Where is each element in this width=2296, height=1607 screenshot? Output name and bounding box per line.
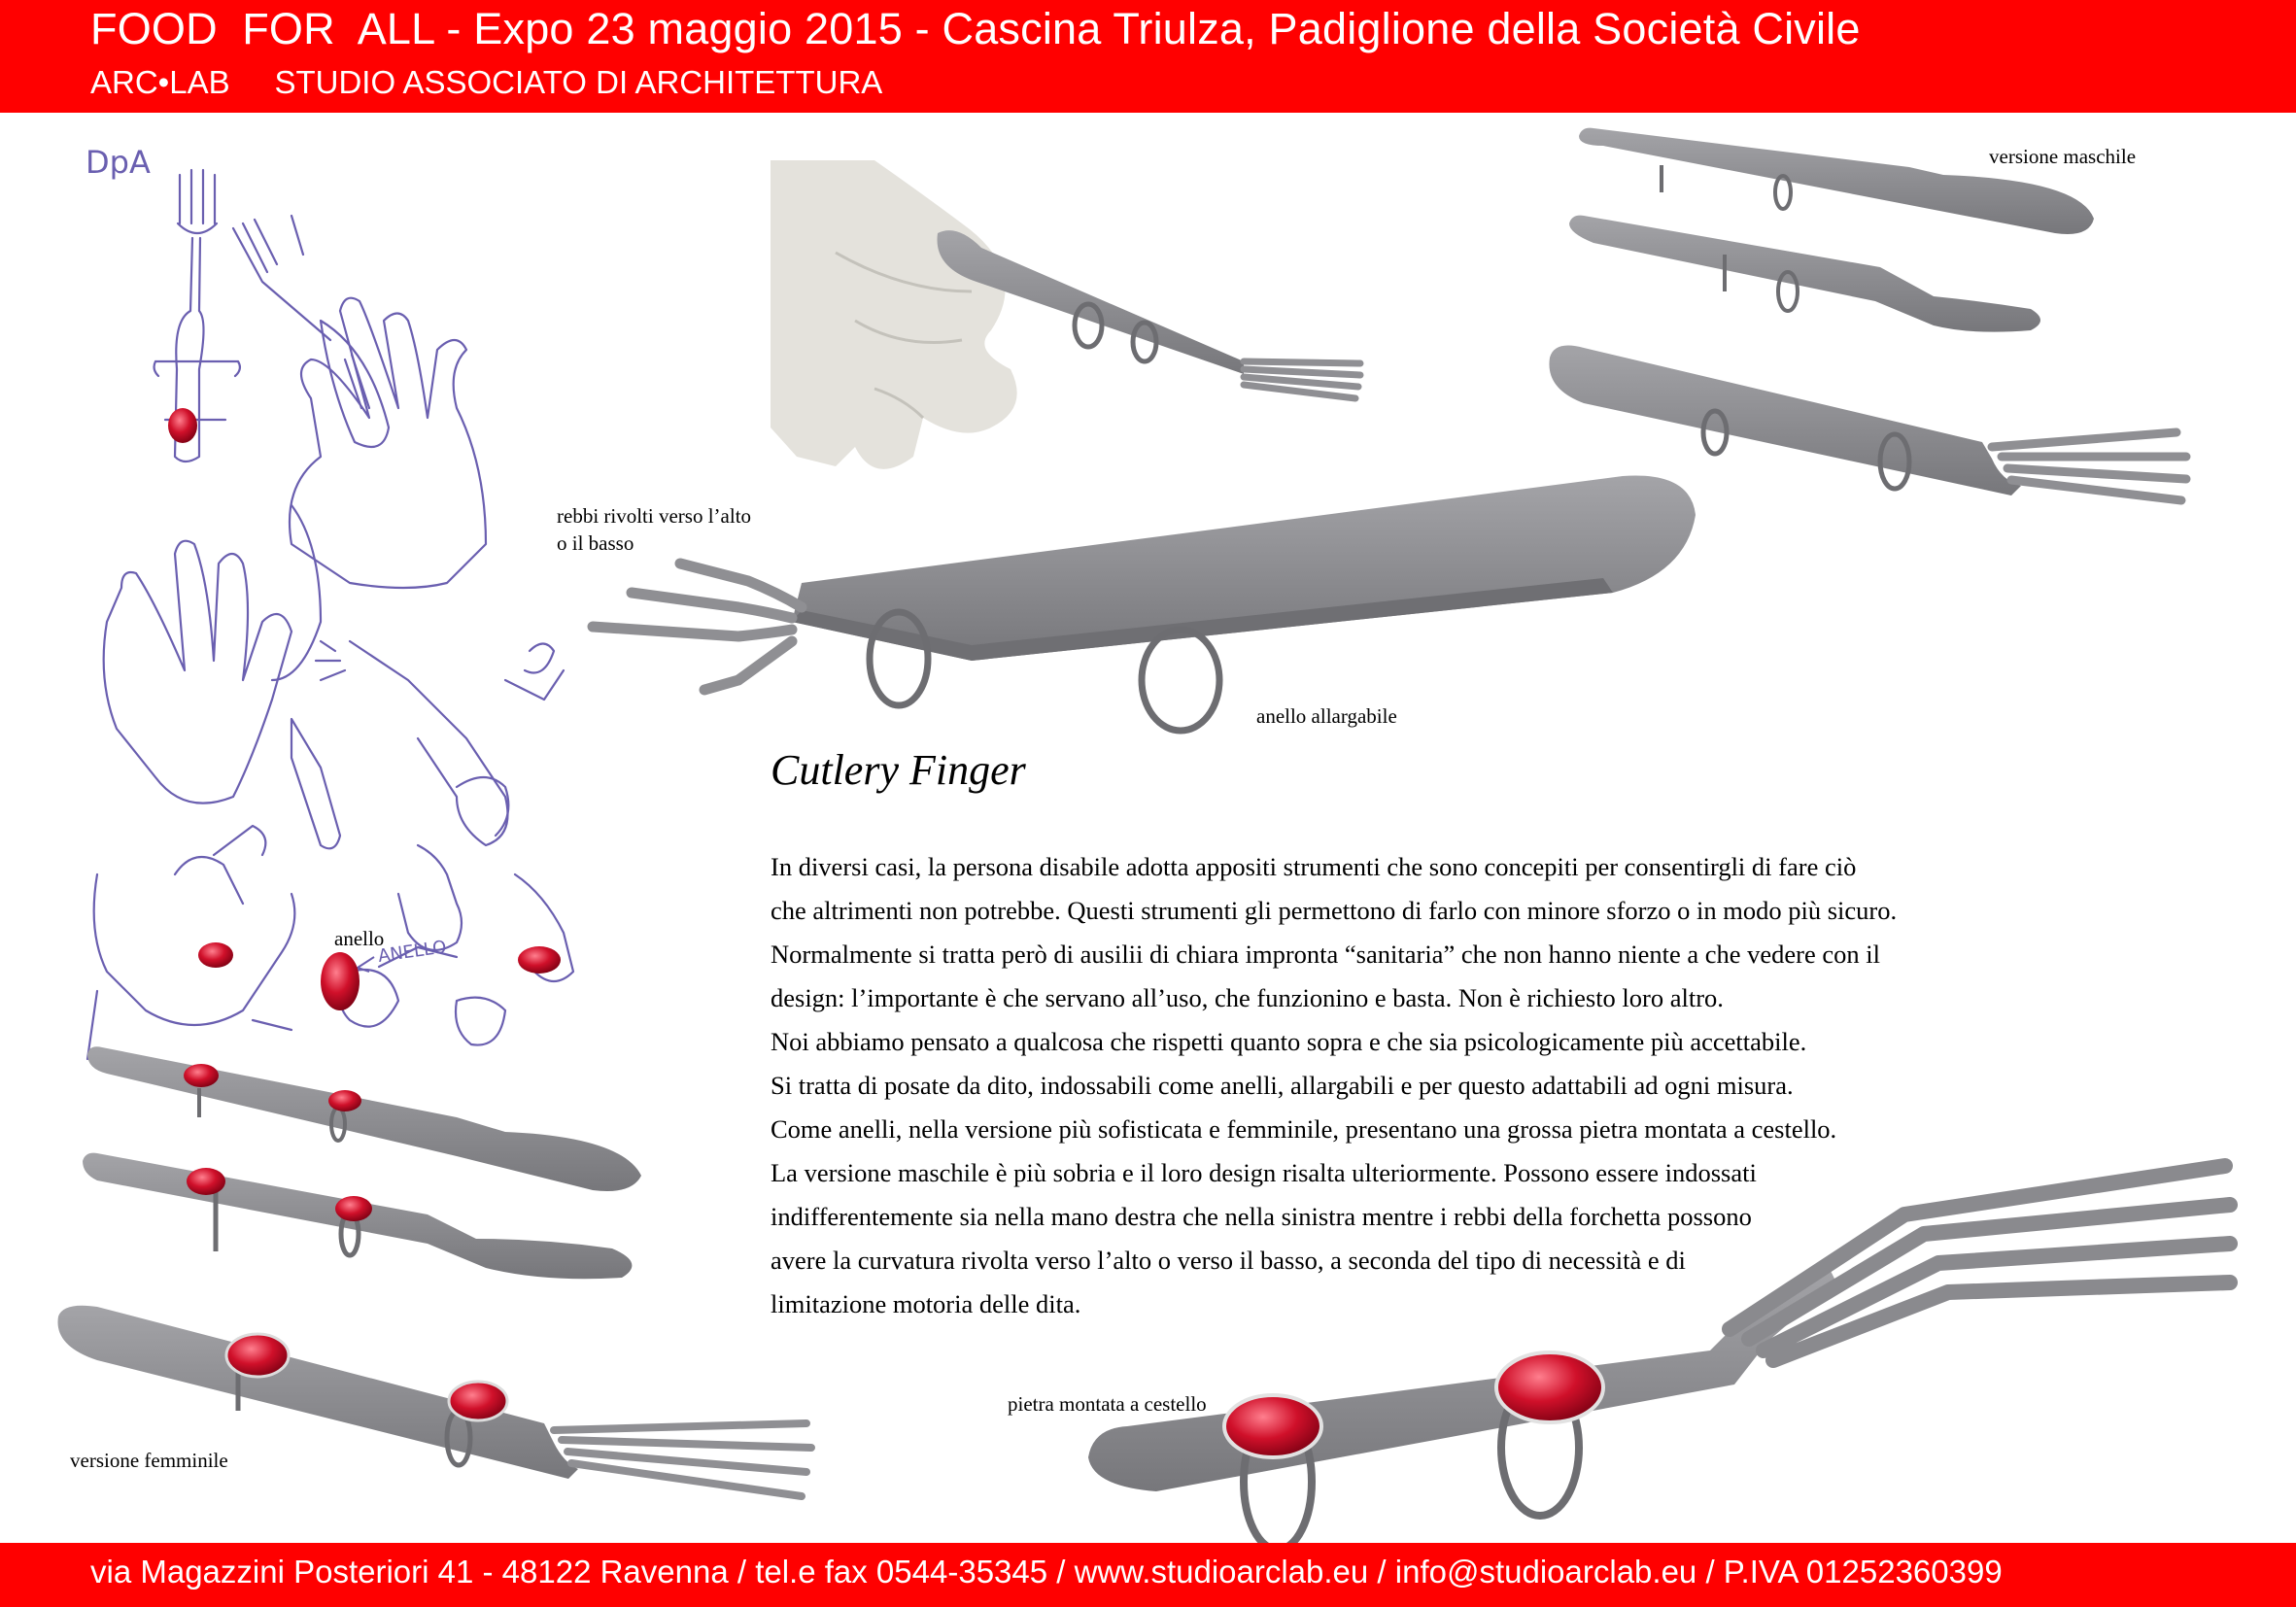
label-pietra: pietra montata a cestello [1008,1392,1207,1416]
sketch-note: ANELLO [376,937,448,967]
article-line: avere la curvatura rivolta verso l’alto o verso il basso, a seconda del tipo di necessità e di [771,1246,1686,1275]
gem-icon [328,1090,361,1111]
gem-icon [187,1168,225,1195]
article-line: Si tratta di posate da dito, indossabili come anelli, allargabili e per questo adattabili ad ogni misura. [771,1071,1794,1100]
studio-subtitle: ARC•LAB STUDIO ASSOCIATO DI ARCHITETTURA [90,64,883,100]
label-versione-maschile: versione maschile [1989,145,2137,168]
label-versione-femminile: versione femminile [70,1449,228,1472]
gem-icon [198,942,233,968]
gem-icon [1224,1395,1321,1457]
article-line: La versione maschile è più sobria e il loro design risalta ulteriormente. Possono essere indossati [771,1158,1757,1187]
footer-band [0,1543,2296,1607]
label-anello: anello [334,927,385,950]
article-line: Come anelli, nella versione più sofisticata e femminile, presentano una grossa pietra montata a cestello. [771,1114,1837,1144]
label-rebbi-line1: rebbi rivolti verso l’alto [557,504,752,528]
label-rebbi-line2: o il basso [557,531,634,555]
large-fork-icon [593,476,1696,732]
footer-contacts: via Magazzini Posteriori 41 - 48122 Ravenna / tel.e fax 0544-35345 / www.studioarclab.eu / info@studioarclab.eu / P.IVA 01252360399 [90,1554,2003,1590]
article-line: che altrimenti non potrebbe. Questi strumenti gli permettono di farlo con minore sforzo o in modo più sicuro. [771,896,1898,925]
article-line: In diversi casi, la persona disabile adotta appositi strumenti che sono concepiti per consentirgli di fare ciò [771,852,1857,881]
gem-icon [226,1334,289,1377]
gem-icon [449,1382,507,1420]
sketch-gems [168,408,561,1010]
sketch-drawings [87,170,573,1059]
gem-icon [335,1196,372,1221]
male-spoon-icon [1569,216,2040,332]
page-title: FOOD FOR ALL - Expo 23 maggio 2015 - Cascina Triulza, Padiglione della Società Civile [90,4,1861,53]
sketch-hand-2-icon [104,541,291,804]
sketch-hand-icon [290,298,486,588]
article-line: indifferentemente sia nella mano destra che nella sinistra mentre i rebbi della forchetta possono [771,1202,1752,1231]
gem-icon [168,408,197,443]
sketch-knife-icon [291,719,340,848]
gem-icon [184,1064,219,1087]
article-line: Noi abbiamo pensato a qualcosa che rispetti quanto sopra e che sia psicologicamente più accettabile. [771,1027,1807,1056]
article-heading: Cutlery Finger [771,746,1026,794]
gem-icon [1496,1352,1603,1422]
gem-icon [321,952,360,1010]
hand-render [771,160,1017,469]
article-line: design: l’importante è che servano all’uso, che funzionino e basta. Non è richiesto loro altro. [771,983,1724,1012]
sketch-fork-icon [154,170,240,462]
article-line: Normalmente si tratta però di ausilii di chiara impronta “sanitaria” che non hanno niente a che vedere con il [771,940,1880,969]
sketch-initials: DpA [86,144,151,181]
gem-icon [518,946,561,974]
label-anello-allargabile: anello allargabile [1256,704,1397,728]
article-body [771,845,2209,1326]
article-line: limitazione motoria delle dita. [771,1289,1081,1318]
